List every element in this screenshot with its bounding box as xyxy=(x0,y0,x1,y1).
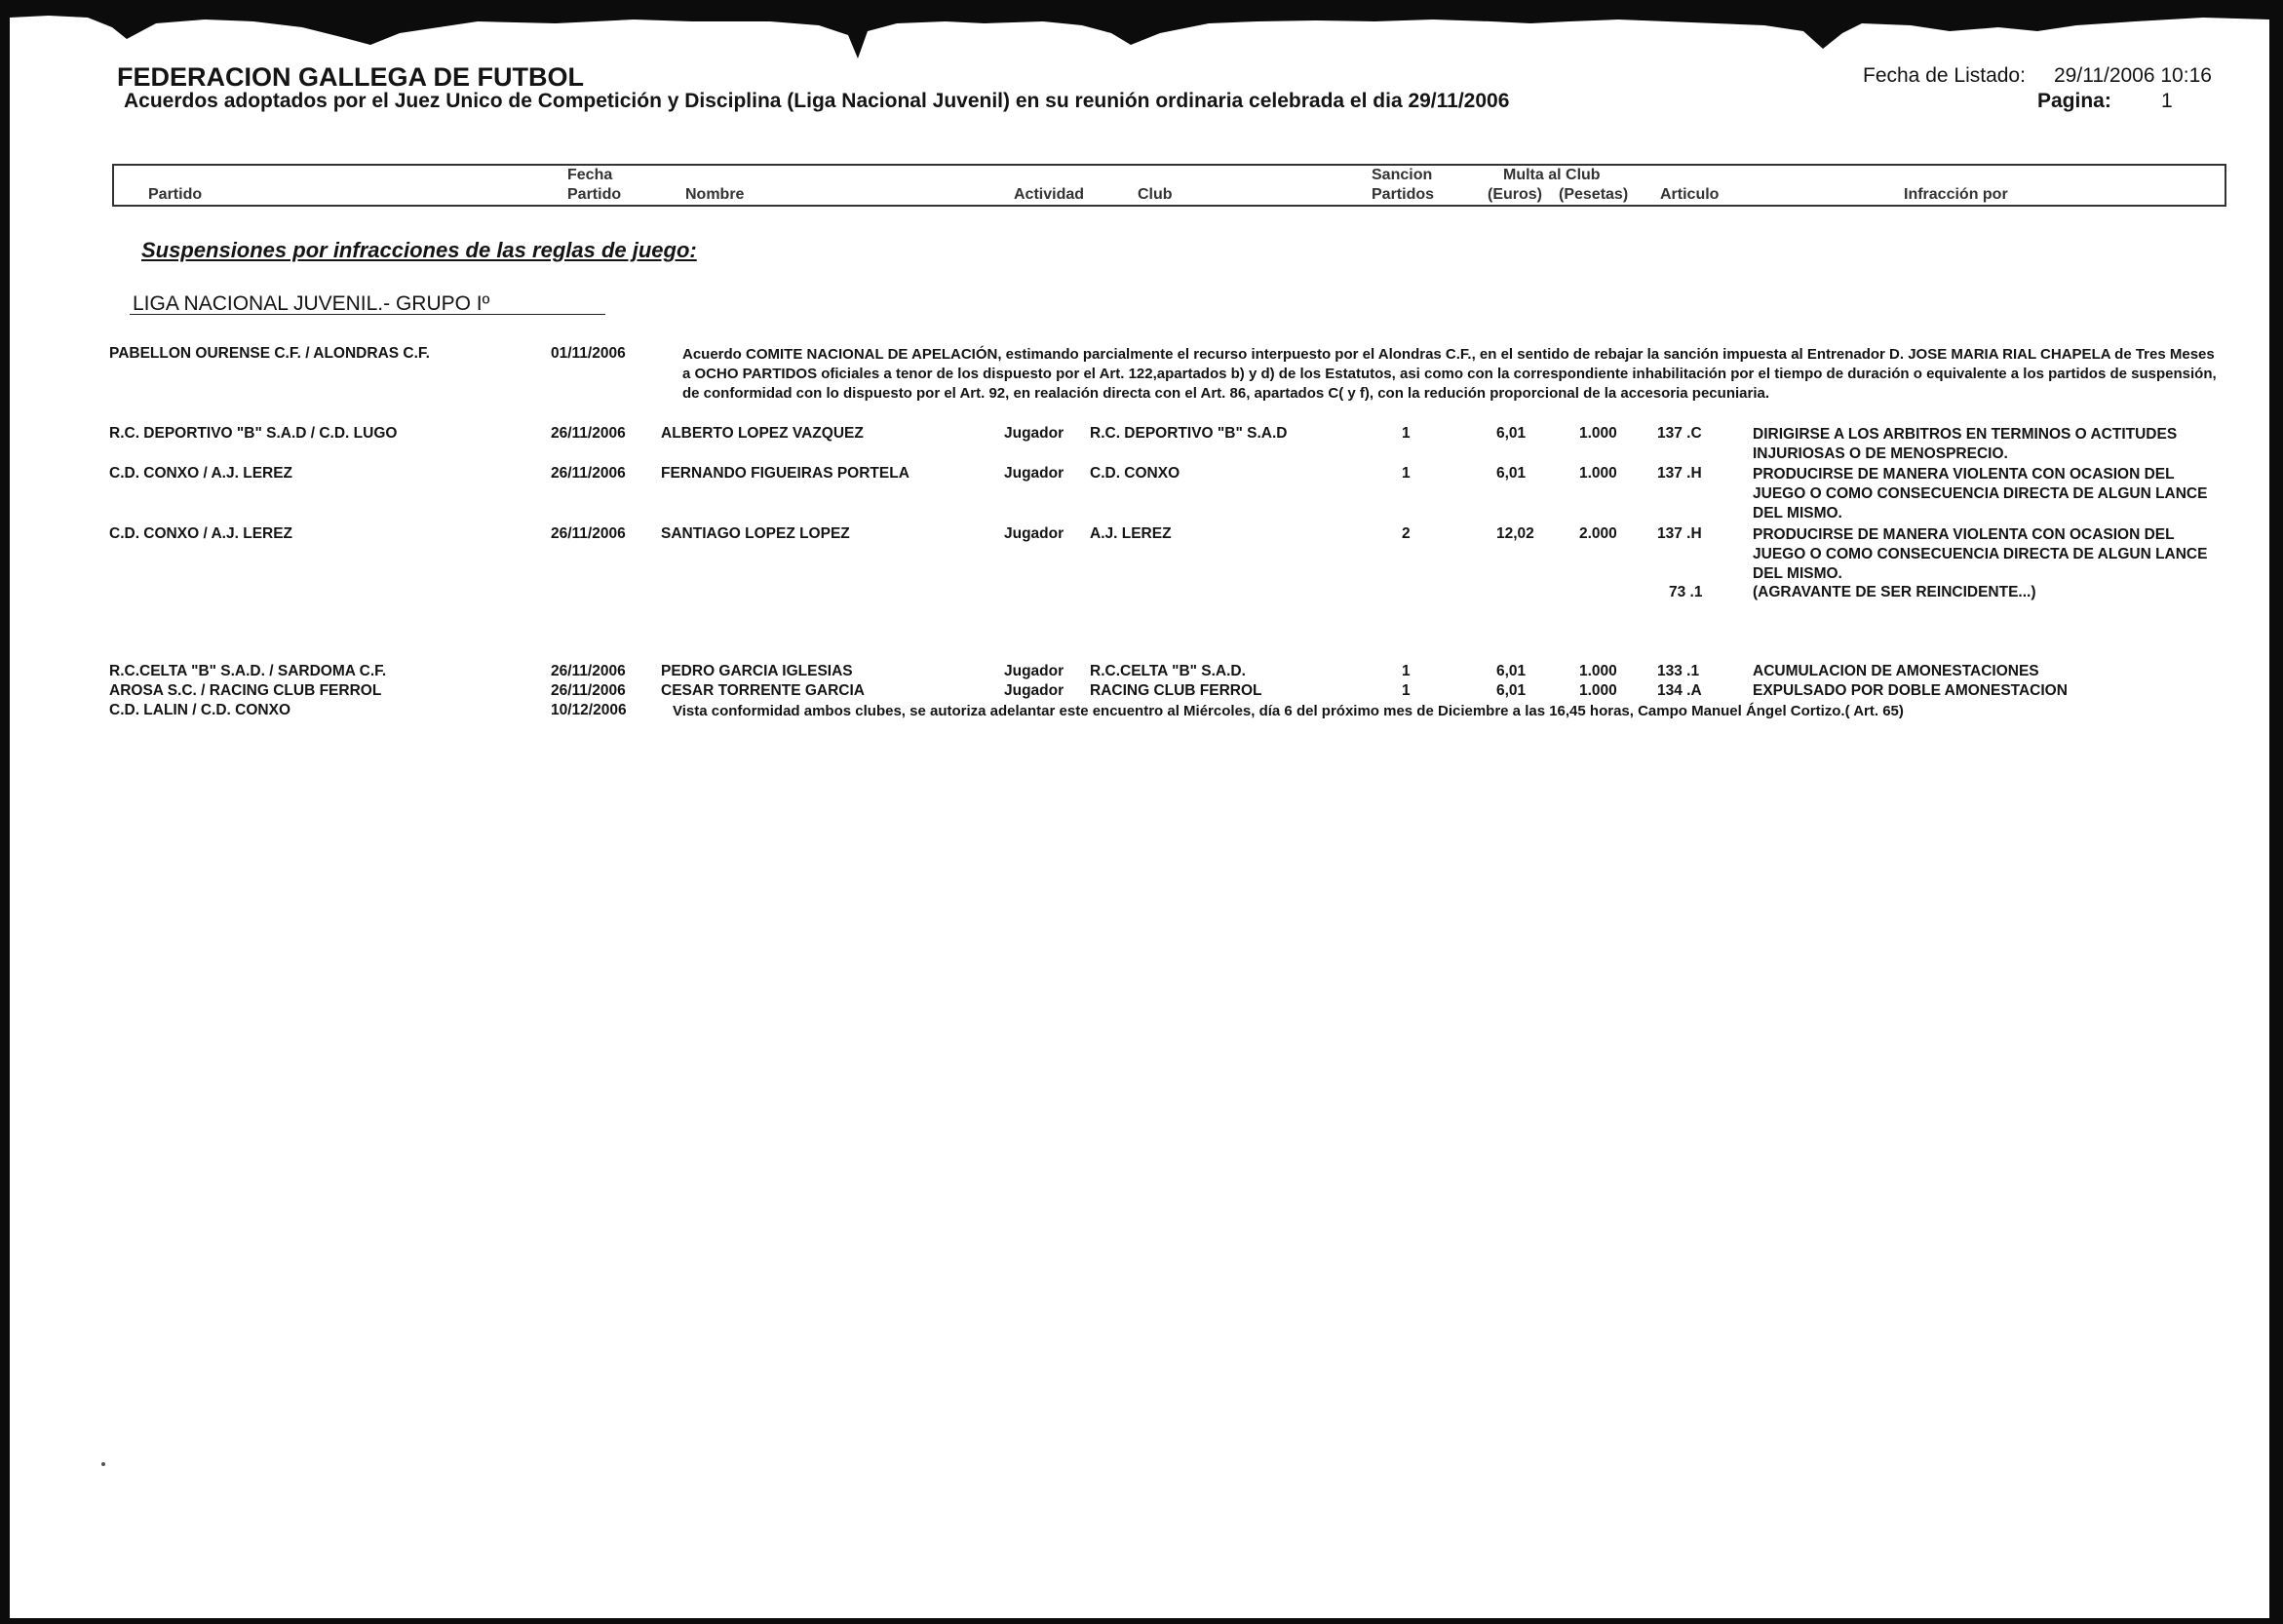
row-pesetas: 2.000 xyxy=(1579,525,1617,542)
row-infraccion-secondary: (AGRAVANTE DE SER REINCIDENTE...) xyxy=(1753,584,2036,600)
col-nombre: Nombre xyxy=(685,186,745,203)
row-sancion: 1 xyxy=(1402,682,1411,699)
document-title: FEDERACION GALLEGA DE FUTBOL xyxy=(117,62,584,92)
row-partido: C.D. CONXO / A.J. LEREZ xyxy=(109,465,293,482)
row-actividad: Jugador xyxy=(1004,682,1064,699)
group-title-underline xyxy=(130,314,605,315)
row-infraccion: ACUMULACION DE AMONESTACIONES xyxy=(1753,663,2039,679)
row-actividad: Jugador xyxy=(1004,465,1064,482)
row-nombre: ALBERTO LOPEZ VAZQUEZ xyxy=(661,425,864,442)
row-club: RACING CLUB FERROL xyxy=(1090,682,1262,699)
row-club: A.J. LEREZ xyxy=(1090,525,1172,542)
torn-edge xyxy=(10,10,2269,68)
row-fecha: 26/11/2006 xyxy=(551,425,626,442)
row-nombre: FERNANDO FIGUEIRAS PORTELA xyxy=(661,465,909,482)
col-actividad: Actividad xyxy=(1014,186,1085,203)
row-club: R.C.CELTA "B" S.A.D. xyxy=(1090,663,1246,679)
row-note: Acuerdo COMITE NACIONAL DE APELACIÓN, estimando parcialmente el recurso interpuesto por el Alondras C.F., en el sentido de rebajar la sanción impuesta al Entrenador D. JOSE MARIA RIAL CHAPELA de Tres Meses a OCHO PARTIDOS oficiales a tenor de los dispuesto por el Art. 122,apartados b) y d) de los Estatutos, asi como con la correspondiente inhabilitación por el tiempo de duración o equivalente a los partidos de suspensión, de conformidad con lo dispuesto por el Art. 92, en realación directa con el Art. 86, apartados C( y f), con la redución proporcional de la accesoria pecuniaria. xyxy=(682,346,2217,402)
row-infraccion: PRODUCIRSE DE MANERA VIOLENTA CON OCASION DEL JUEGO O COMO CONSECUENCIA DIRECTA DE ALGUN LANCE DEL MISMO. xyxy=(1753,526,2208,582)
row-pesetas: 1.000 xyxy=(1579,425,1617,442)
row-articulo: 137 .C xyxy=(1657,425,1702,442)
row-sancion: 1 xyxy=(1402,663,1411,679)
row-actividad: Jugador xyxy=(1004,525,1064,542)
row-fecha: 01/11/2006 xyxy=(551,345,626,362)
row-club: C.D. CONXO xyxy=(1090,465,1180,482)
listing-date-label: Fecha de Listado: xyxy=(1863,64,2026,87)
row-infraccion: PRODUCIRSE DE MANERA VIOLENTA CON OCASION DEL JUEGO O COMO CONSECUENCIA DIRECTA DE ALGUN LANCE DEL MISMO. xyxy=(1753,466,2208,522)
col-sancion-bottom: Partidos xyxy=(1372,186,1435,203)
row-note: Vista conformidad ambos clubes, se autoriza adelantar este encuentro al Miércoles, día 6 del próximo mes de Diciembre a las 16,45 horas, Campo Manuel Ángel Cortizo.( Art. 65) xyxy=(673,703,1904,719)
row-actividad: Jugador xyxy=(1004,663,1064,679)
scan-speck xyxy=(101,1462,105,1466)
row-partido: C.D. LALIN / C.D. CONXO xyxy=(109,702,290,718)
row-partido: PABELLON OURENSE C.F. / ALONDRAS C.F. xyxy=(109,345,430,362)
group-title: LIGA NACIONAL JUVENIL.- GRUPO Iº xyxy=(133,292,490,315)
col-fecha-top: Fecha xyxy=(567,167,613,183)
page-label: Pagina: xyxy=(2037,90,2111,112)
row-euros: 6,01 xyxy=(1496,425,1527,442)
row-articulo: 137 .H xyxy=(1657,465,1702,482)
col-euros: (Euros) xyxy=(1488,186,1542,203)
row-sancion: 1 xyxy=(1402,465,1411,482)
row-partido: R.C. DEPORTIVO "B" S.A.D / C.D. LUGO xyxy=(109,425,398,442)
row-euros: 6,01 xyxy=(1496,663,1527,679)
row-pesetas: 1.000 xyxy=(1579,465,1617,482)
row-euros: 12,02 xyxy=(1496,525,1534,542)
col-partido: Partido xyxy=(148,186,203,203)
row-fecha: 26/11/2006 xyxy=(551,663,626,679)
document-subtitle: Acuerdos adoptados por el Juez Unico de Competición y Disciplina (Liga Nacional Juvenil) en su reunión ordinaria celebrada el dia 29/11/2006 xyxy=(124,90,1510,112)
col-infraccion: Infracción por xyxy=(1904,186,2008,203)
row-nombre: CESAR TORRENTE GARCIA xyxy=(661,682,865,699)
col-sancion-top: Sancion xyxy=(1372,167,1433,183)
row-articulo: 133 .1 xyxy=(1657,663,1700,679)
col-club: Club xyxy=(1138,186,1173,203)
page-number: 1 xyxy=(2161,90,2173,112)
row-partido: R.C.CELTA "B" S.A.D. / SARDOMA C.F. xyxy=(109,663,387,679)
row-fecha: 10/12/2006 xyxy=(551,702,627,718)
row-nombre: SANTIAGO LOPEZ LOPEZ xyxy=(661,525,850,542)
row-pesetas: 1.000 xyxy=(1579,682,1617,699)
col-multa-top: Multa al Club xyxy=(1503,167,1601,183)
col-pesetas: (Pesetas) xyxy=(1559,186,1629,203)
row-club: R.C. DEPORTIVO "B" S.A.D xyxy=(1090,425,1288,442)
section-title: Suspensiones por infracciones de las reglas de juego: xyxy=(141,238,697,262)
row-nombre: PEDRO GARCIA IGLESIAS xyxy=(661,663,853,679)
row-fecha: 26/11/2006 xyxy=(551,682,626,699)
row-articulo: 137 .H xyxy=(1657,525,1702,542)
row-sancion: 2 xyxy=(1402,525,1411,542)
row-partido: AROSA S.C. / RACING CLUB FERROL xyxy=(109,682,382,699)
row-sancion: 1 xyxy=(1402,425,1411,442)
row-fecha: 26/11/2006 xyxy=(551,525,626,542)
row-euros: 6,01 xyxy=(1496,465,1527,482)
row-euros: 6,01 xyxy=(1496,682,1527,699)
row-articulo: 134 .A xyxy=(1657,682,1702,699)
listing-date-value: 29/11/2006 10:16 xyxy=(2054,64,2212,87)
row-infraccion: DIRIGIRSE A LOS ARBITROS EN TERMINOS O ACTITUDES INJURIOSAS O DE MENOSPRECIO. xyxy=(1753,426,2178,462)
row-actividad: Jugador xyxy=(1004,425,1064,442)
col-fecha-bottom: Partido xyxy=(567,186,622,203)
row-articulo-secondary: 73 .1 xyxy=(1669,584,1703,600)
row-pesetas: 1.000 xyxy=(1579,663,1617,679)
row-infraccion: EXPULSADO POR DOBLE AMONESTACION xyxy=(1753,682,2068,699)
row-partido: C.D. CONXO / A.J. LEREZ xyxy=(109,525,293,542)
row-fecha: 26/11/2006 xyxy=(551,465,626,482)
col-articulo: Articulo xyxy=(1660,186,1720,203)
